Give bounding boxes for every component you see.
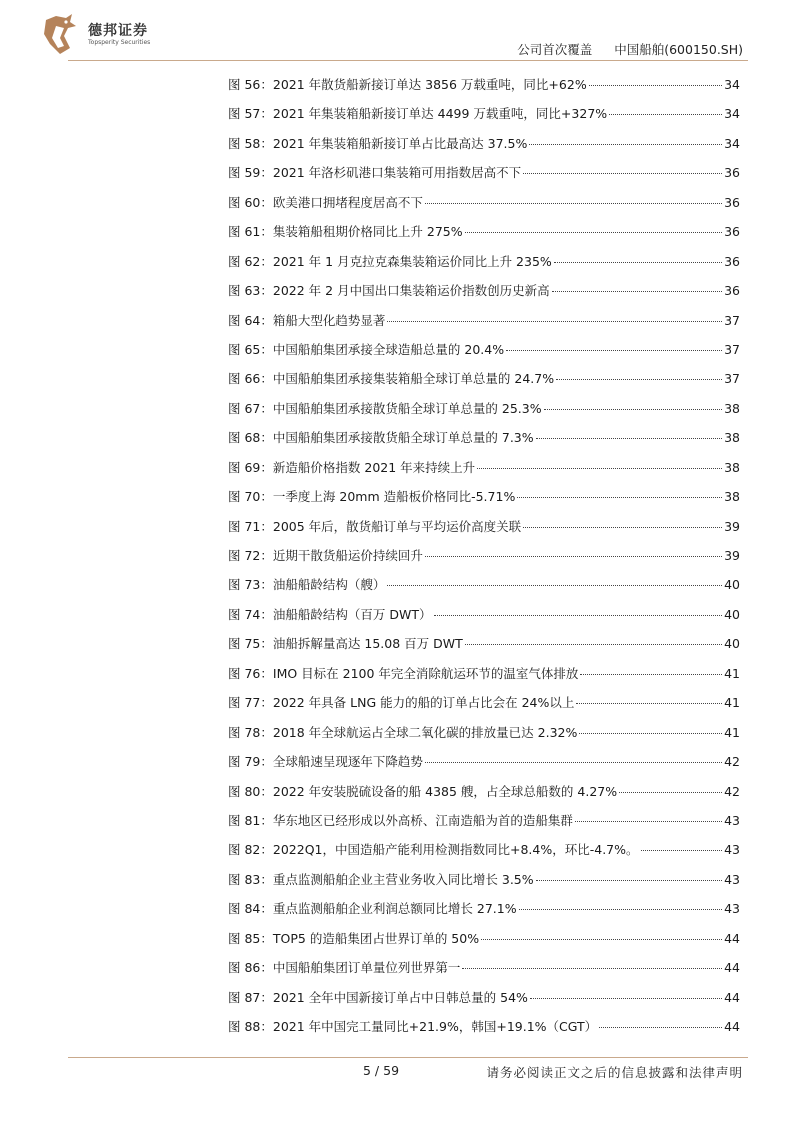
toc-page-number: 44 [724, 989, 740, 1005]
toc-dot-leader [523, 173, 722, 174]
toc-entry[interactable] [228, 423, 740, 452]
toc-figure-title: 2021 年 1 月克拉克森集装箱运价同比上升 235% [272, 253, 552, 269]
toc-figure-title: 一季度上海 20mm 造船板价格同比-5.71% [272, 489, 516, 505]
toc-page-number: 36 [724, 283, 740, 299]
toc-page-number: 40 [724, 636, 740, 652]
toc-figure-title: 2022 年安装脱硫设备的船 4385 艘，占全球总船数的 4.27% [272, 783, 618, 799]
toc-figure-label: 图 67： [228, 400, 273, 416]
toc-dot-leader [387, 321, 722, 322]
toc-dot-leader [544, 409, 723, 410]
toc-page-number: 40 [724, 577, 740, 593]
toc-page-number: 39 [724, 548, 740, 563]
toc-dot-leader [425, 203, 722, 204]
toc-page-number: 36 [724, 253, 740, 269]
toc-figure-label: 图 79： [228, 754, 273, 770]
toc-dot-leader [387, 585, 722, 586]
toc-figure-title: 全球船速呈现逐年下降趋势 [272, 754, 423, 770]
brand-logo-icon [42, 14, 78, 54]
toc-entry[interactable] [228, 482, 740, 511]
page-header [0, 0, 793, 62]
toc-entry[interactable] [228, 718, 740, 747]
toc-figure-title: 2021 年中国完工量同比+21.9%，韩国+19.1%（CGT） [272, 1019, 598, 1034]
toc-figure-title: 油船拆解量高达 15.08 百万 DWT [272, 636, 463, 652]
toc-entry[interactable] [228, 394, 740, 423]
header-divider [68, 60, 748, 61]
toc-figure-label: 图 66： [228, 371, 273, 387]
toc-figure-label: 图 78： [228, 724, 273, 740]
toc-dot-leader [552, 291, 723, 292]
toc-dot-leader [529, 144, 722, 145]
toc-figure-label: 图 60： [228, 194, 273, 210]
toc-page-number: 38 [724, 400, 740, 416]
toc-entry[interactable] [228, 364, 740, 393]
toc-figure-title: 中国船舶集团承接全球造船总量的 20.4% [272, 341, 505, 357]
toc-page-number: 36 [724, 194, 740, 210]
toc-dot-leader [536, 438, 722, 439]
toc-figure-label: 图 61： [228, 224, 273, 240]
toc-entry[interactable] [228, 99, 740, 128]
toc-dot-leader [425, 762, 722, 763]
toc-entry[interactable] [228, 188, 740, 217]
toc-figure-title: 2021 年集装箱船新接订单占比最高达 37.5% [272, 135, 528, 151]
toc-figure-label: 图 56： [228, 77, 273, 92]
toc-figure-title: 重点监测船舶企业利润总额同比增长 27.1% [272, 901, 517, 917]
toc-figure-label: 图 86： [228, 960, 273, 976]
toc-figure-title: 中国船舶集团承接散货船全球订单总量的 7.3% [272, 430, 534, 446]
toc-figure-title: 2022 年 2 月中国出口集装箱运价指数创历史新高 [272, 283, 550, 299]
toc-figure-title: 箱船大型化趋势显著 [272, 312, 386, 328]
toc-entry[interactable] [228, 659, 740, 688]
toc-entry[interactable] [228, 541, 740, 570]
brand-name-en: Topsperity Securities [88, 39, 151, 46]
report-type: 公司首次覆盖 [517, 42, 593, 57]
toc-figure-title: 华东地区已经形成以外高桥、江南造船为首的造船集群 [272, 812, 573, 828]
toc-dot-leader [554, 262, 722, 263]
figure-index-list [228, 70, 740, 1041]
page-number: 5 / 59 [363, 1063, 400, 1078]
legal-disclaimer: 请务必阅读正文之后的信息披露和法律声明 [486, 1065, 743, 1080]
toc-entry[interactable] [228, 453, 740, 482]
toc-figure-label: 图 71： [228, 518, 273, 534]
header-report-info [499, 40, 743, 58]
brand-logo [42, 14, 162, 54]
toc-entry[interactable] [228, 217, 740, 246]
toc-figure-title: TOP5 的造船集团占世界订单的 50% [272, 930, 480, 946]
toc-entry[interactable] [228, 629, 740, 658]
toc-page-number: 42 [724, 754, 740, 770]
toc-figure-title: 重点监测船舶企业主营业务收入同比增长 3.5% [272, 871, 534, 887]
toc-page-number: 38 [724, 489, 740, 505]
toc-figure-title: 中国船舶集团承接集装箱船全球订单总量的 24.7% [272, 371, 555, 387]
toc-figure-label: 图 87： [228, 989, 273, 1005]
toc-figure-label: 图 74： [228, 606, 273, 622]
toc-figure-title: 中国船舶集团订单量位列世界第一 [272, 960, 461, 976]
toc-dot-leader [530, 998, 722, 999]
toc-dot-leader [641, 850, 723, 851]
toc-dot-leader [425, 556, 722, 557]
toc-entry[interactable] [228, 747, 740, 776]
toc-entry[interactable] [228, 777, 740, 806]
toc-entry[interactable] [228, 600, 740, 629]
toc-dot-leader [477, 468, 722, 469]
toc-entry[interactable] [228, 1012, 740, 1041]
toc-figure-title: 油船船龄结构（百万 DWT） [272, 606, 432, 622]
toc-page-number: 43 [724, 871, 740, 887]
toc-entry[interactable] [228, 70, 740, 99]
toc-page-number: 34 [724, 77, 740, 92]
toc-page-number: 37 [724, 371, 740, 387]
toc-figure-title: 欧美港口拥堵程度居高不下 [272, 194, 423, 210]
toc-dot-leader [575, 821, 722, 822]
toc-figure-title: 2018 年全球航运占全球二氧化碳的排放量已达 2.32% [272, 724, 578, 740]
toc-figure-title: 2021 年洛杉矶港口集装箱可用指数居高不下 [272, 165, 522, 181]
toc-entry[interactable] [228, 335, 740, 364]
toc-entry[interactable] [228, 806, 740, 835]
toc-entry[interactable] [228, 865, 740, 894]
toc-figure-label: 图 58： [228, 135, 273, 151]
toc-dot-leader [580, 674, 722, 675]
toc-entry[interactable] [228, 983, 740, 1012]
toc-figure-label: 图 59： [228, 165, 273, 181]
toc-figure-title: 2021 年散货船新接订单达 3856 万载重吨，同比+62% [272, 77, 587, 92]
toc-page-number: 34 [724, 135, 740, 151]
toc-figure-label: 图 70： [228, 489, 273, 505]
toc-figure-label: 图 76： [228, 665, 273, 681]
toc-dot-leader [465, 644, 722, 645]
toc-page-number: 43 [724, 812, 740, 828]
toc-dot-leader [517, 497, 722, 498]
toc-entry[interactable] [228, 924, 740, 953]
toc-entry[interactable] [228, 688, 740, 717]
toc-entry[interactable] [228, 570, 740, 599]
toc-figure-title: 2022Q1，中国造船产能利用检测指数同比+8.4%，环比-4.7%。 [272, 842, 639, 858]
toc-figure-title: IMO 目标在 2100 年完全消除航运环节的温室气体排放 [272, 665, 579, 681]
toc-figure-label: 图 73： [228, 577, 273, 593]
toc-figure-title: 近期干散货船运价持续回升 [272, 548, 423, 563]
toc-dot-leader [465, 232, 722, 233]
toc-page-number: 44 [724, 1019, 740, 1034]
toc-figure-label: 图 77： [228, 695, 273, 711]
company-ticker: 中国船舶(600150.SH) [614, 42, 743, 57]
toc-dot-leader [589, 85, 722, 86]
toc-page-number: 36 [724, 224, 740, 240]
toc-page-number: 38 [724, 430, 740, 446]
toc-figure-label: 图 83： [228, 871, 273, 887]
toc-page-number: 43 [724, 901, 740, 917]
toc-figure-title: 中国船舶集团承接散货船全球订单总量的 25.3% [272, 400, 542, 416]
toc-page-number: 44 [724, 960, 740, 976]
toc-page-number: 34 [724, 106, 740, 122]
toc-figure-title: 集装箱船租期价格同比上升 275% [272, 224, 463, 240]
toc-dot-leader [619, 792, 722, 793]
toc-figure-label: 图 69： [228, 459, 273, 475]
toc-figure-label: 图 68： [228, 430, 273, 446]
toc-dot-leader [519, 909, 723, 910]
toc-page-number: 41 [724, 665, 740, 681]
toc-entry[interactable] [228, 276, 740, 305]
toc-figure-label: 图 80： [228, 783, 273, 799]
toc-page-number: 39 [724, 518, 740, 534]
toc-figure-label: 图 81： [228, 812, 273, 828]
toc-page-number: 40 [724, 606, 740, 622]
toc-dot-leader [523, 527, 722, 528]
brand-name-cn: 德邦证券 [88, 23, 148, 39]
toc-entry[interactable] [228, 835, 740, 864]
toc-page-number: 37 [724, 341, 740, 357]
toc-figure-label: 图 63： [228, 283, 273, 299]
toc-page-number: 41 [724, 724, 740, 740]
toc-dot-leader [556, 379, 722, 380]
toc-dot-leader [599, 1027, 722, 1028]
toc-figure-title: 2005 年后，散货船订单与平均运价高度关联 [272, 518, 522, 534]
toc-dot-leader [576, 703, 722, 704]
toc-entry[interactable] [228, 306, 740, 335]
toc-dot-leader [536, 880, 722, 881]
footer-divider [68, 1057, 748, 1058]
toc-page-number: 38 [724, 459, 740, 475]
toc-entry[interactable] [228, 158, 740, 187]
toc-dot-leader [506, 350, 722, 351]
toc-entry[interactable] [228, 247, 740, 276]
toc-figure-label: 图 85： [228, 930, 273, 946]
toc-dot-leader [579, 733, 722, 734]
toc-figure-title: 2022 年具备 LNG 能力的船的订单占比会在 24%以上 [272, 695, 575, 711]
toc-figure-title: 新造船价格指数 2021 年来持续上升 [272, 459, 476, 475]
toc-entry[interactable] [228, 894, 740, 923]
toc-dot-leader [462, 968, 722, 969]
toc-figure-label: 图 84： [228, 901, 273, 917]
toc-figure-label: 图 65： [228, 341, 273, 357]
toc-page-number: 44 [724, 930, 740, 946]
toc-entry[interactable] [228, 129, 740, 158]
toc-page-number: 41 [724, 695, 740, 711]
toc-page-number: 42 [724, 783, 740, 799]
toc-figure-label: 图 72： [228, 548, 273, 563]
toc-figure-title: 油船船龄结构（艘） [272, 577, 386, 593]
toc-figure-label: 图 64： [228, 312, 273, 328]
toc-figure-label: 图 88： [228, 1019, 273, 1034]
toc-figure-label: 图 57： [228, 106, 273, 122]
toc-figure-title: 2021 年集装箱船新接订单达 4499 万载重吨，同比+327% [272, 106, 608, 122]
toc-figure-label: 图 75： [228, 636, 273, 652]
toc-entry[interactable] [228, 512, 740, 541]
toc-dot-leader [481, 939, 722, 940]
toc-figure-label: 图 62： [228, 253, 273, 269]
toc-page-number: 37 [724, 312, 740, 328]
toc-figure-label: 图 82： [228, 842, 273, 858]
toc-dot-leader [434, 615, 723, 616]
toc-page-number: 43 [724, 842, 740, 858]
toc-figure-title: 2021 全年中国新接订单占中日韩总量的 54% [272, 989, 528, 1005]
toc-dot-leader [609, 114, 722, 115]
toc-page-number: 36 [724, 165, 740, 181]
toc-entry[interactable] [228, 953, 740, 982]
